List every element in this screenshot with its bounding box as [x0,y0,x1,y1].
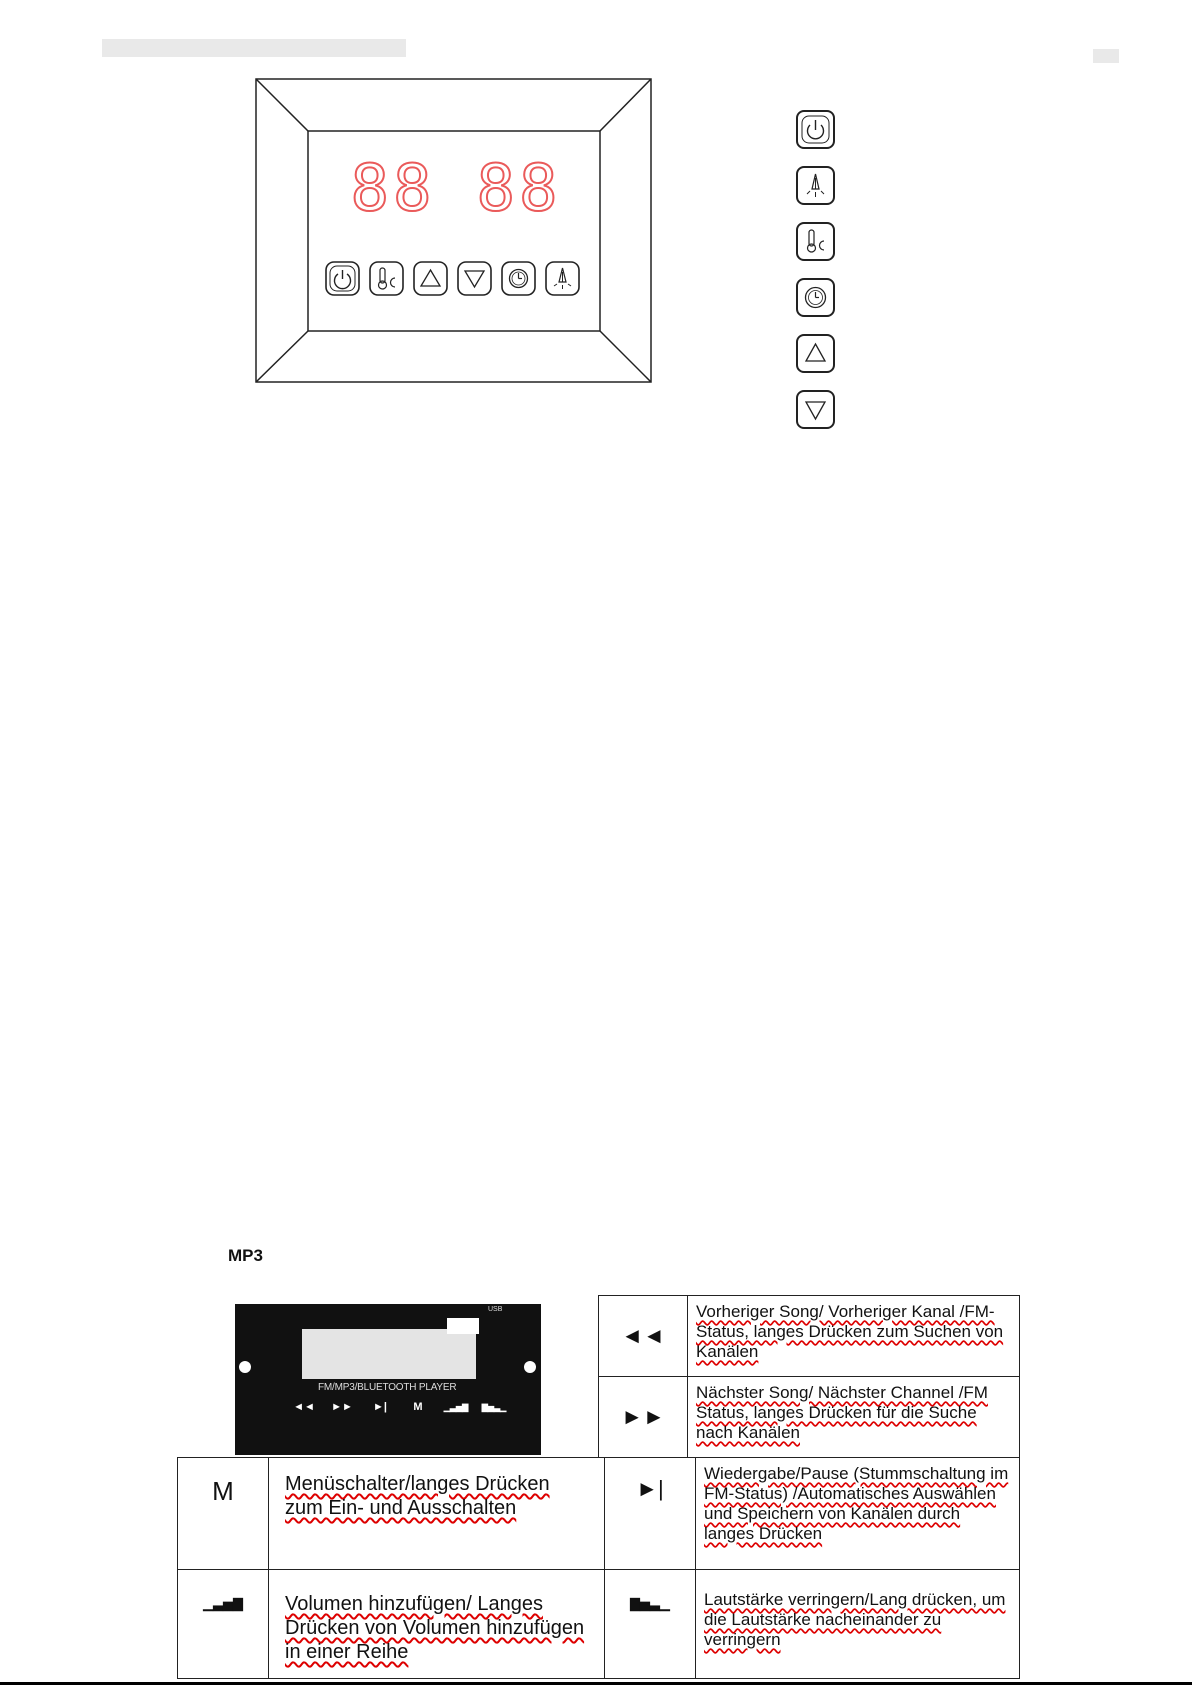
mp3-controls-table-bottom [177,1457,1020,1679]
player-controls [285,1401,513,1413]
panel-power-button[interactable] [326,262,359,295]
panel-temperature-button[interactable] [370,262,403,295]
volume-up-description: Volumen hinzufügen/ Langes Drücken von Volumen hinzufügen in einer Reihe [269,1570,605,1679]
page-number-box [1093,49,1119,63]
mp3-heading: MP3 [228,1246,263,1265]
menu-key-icon: M [178,1458,269,1570]
display-left-digits: 88 [350,152,436,226]
play-pause-icon: ►| [605,1458,696,1570]
volume-up-icon: ▁▃▅▇ [178,1570,269,1679]
header-bar [102,39,406,57]
legend-timer-icon [796,278,835,317]
prev-track-description: Vorheriger Song/ Vorheriger Kanal /FM-Status, langes Drücken zum Suchen von Kanälen [688,1296,1020,1377]
usb-label: USB [488,1306,503,1313]
prev-track-icon: ◄◄ [599,1296,688,1377]
display-right-digits: 88 [476,152,562,226]
mount-hole-left [239,1361,251,1373]
usb-port-icon [447,1318,479,1334]
player-volume-up-icon: ▁▃▅▇ [443,1403,469,1412]
play-pause-description: Wiedergabe/Pause (Stummschaltung im FM-Status) /Automatisches Auswählen und Speichern von Kanälen durch langes Drücken [696,1458,1020,1570]
legend-down-arrow-icon [796,390,835,429]
mp3-controls-table-right [598,1295,1020,1458]
control-panel-drawing [255,78,652,384]
next-track-description: Nächster Song/ Nächster Channel /FM Status, langes Drücken für die Suche nach Kanälen [688,1377,1020,1458]
legend-light-icon [796,166,835,205]
player-play-icon: ►| [373,1401,387,1413]
mp3-player-illustration [235,1304,541,1455]
menu-key-description: Menüschalter/langes Drücken zum Ein- und Ausschalten [269,1458,605,1570]
panel-light-button[interactable] [546,262,579,295]
mount-hole-right [524,1361,536,1373]
volume-down-icon: ▇▅▃▁ [605,1570,696,1679]
player-volume-down-icon: ▇▅▃▁ [481,1403,507,1412]
legend-temperature-icon [796,222,835,261]
volume-down-description: Lautstärke verringern/Lang drücken, um die Lautstärke nacheinander zu verringern [696,1570,1020,1679]
panel-down-button[interactable] [458,262,491,295]
legend-up-arrow-icon [796,334,835,373]
player-title: FM/MP3/BLUETOOTH PLAYER [318,1382,457,1393]
next-track-icon: ►► [599,1377,688,1458]
player-screen [302,1329,476,1379]
panel-timer-button[interactable] [502,262,535,295]
legend-power-icon [796,110,835,149]
panel-up-button[interactable] [414,262,447,295]
player-menu-icon: M [413,1401,423,1413]
player-prev-icon: ◄◄ [293,1401,315,1413]
player-next-icon: ►► [331,1401,353,1413]
